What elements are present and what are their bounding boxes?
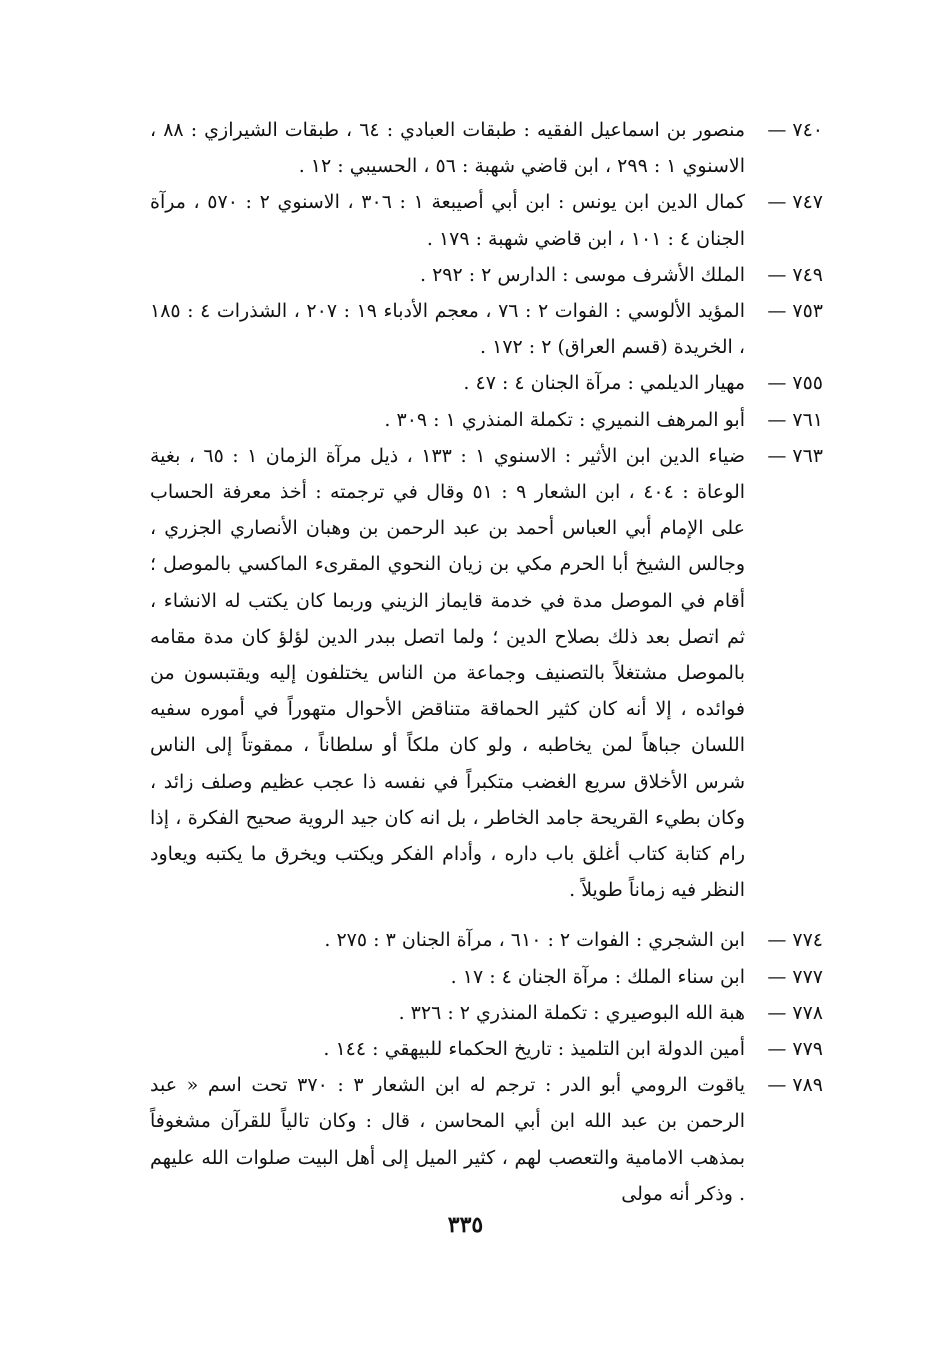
endnotes-list [150, 112, 823, 1212]
entry-text: أمين الدولة ابن التلميذ : تاريخ الحكماء للبيهقي : ١٤٤ . [323, 1038, 745, 1061]
endnote-761 [150, 402, 823, 438]
entry-text: أبو المرهف النميري : تكملة المنذري ١ : ٣٠٩ . [384, 408, 745, 431]
endnote-774 [150, 922, 823, 958]
endnote-755 [150, 365, 823, 401]
entry-text: منصور بن اسماعيل الفقيه : طبقات العبادي : ٦٤ ، طبقات الشيرازي : ٨٨ ، الاسنوي ١ : ٢٩٩ ، ابن قاضي شهبة : ٥٦ ، الحسيبي : ١٢ . [150, 119, 746, 178]
entry-text: كمال الدين ابن يونس : ابن أبي أصيبعة ١ : ٣٠٦ ، الاسنوي ٢ : ٥٧٠ ، مرآة الجنان ٤ : ١٠١ ، ابن قاضي شهبة : ١٧٩ . [150, 191, 745, 250]
entry-text: ابن سناء الملك : مرآة الجنان ٤ : ١٧ . [450, 965, 745, 988]
entry-text: ابن الشجري : الفوات ٢ : ٦١٠ ، مرآة الجنان ٣ : ٢٧٥ . [324, 929, 745, 952]
entry-number: ٧٤٧ — [767, 191, 823, 214]
entry-number: ٧٨٩ — [767, 1074, 823, 1097]
endnote-747 [150, 184, 823, 256]
endnote-740 [150, 112, 823, 184]
entry-text: الملك الأشرف موسى : الدارس ٢ : ٢٩٢ . [419, 263, 745, 286]
endnote-777 [150, 959, 823, 995]
entry-text: مهيار الديلمي : مرآة الجنان ٤ : ٤٧ . [463, 372, 745, 395]
entry-number: ٧٧٩ — [767, 1038, 823, 1061]
endnote-778 [150, 995, 823, 1031]
entry-number: ٧٧٤ — [767, 929, 823, 952]
endnote-749 [150, 257, 823, 293]
entry-number: ٧٤٩ — [767, 263, 823, 286]
entry-text: هبة الله البوصيري : تكملة المنذري ٢ : ٣٢٦ . [398, 1001, 745, 1024]
endnote-763 [150, 438, 823, 909]
endnote-753 [150, 293, 823, 365]
entry-text: ضياء الدين ابن الأثير : الاسنوي ١ : ١٣٣ ، ذيل مرآة الزمان ١ : ٦٥ ، بغية الوعاة : ٤٠٤ ، ابن الشعار ٩ : ٥١ وقال في ترجمته : أخذ معرفة الحساب على الإمام أبي العباس أحمد بن عبد الرحمن بن وهبان الأنصاري الجزري ، وجالس الشيخ أبا الحرم مكي بن زيان النحوي المقرىء الماكسي بالموصل ؛ أقام في الموصل مدة في خدمة قايماز الزيني وربما كان يكتب له الانشاء ، ثم اتصل بعد ذلك بصلاح الدين ؛ ولما اتصل ببدر الدين لؤلؤ كان مدة مقامه بالموصل مشتغلاً بالتصنيف وجماعة من الناس يختلفون إليه ويقتبسون من فوائده ، إلا أنه كان كثير الحماقة متناقض الأحوال متهوراً في أموره سفيه اللسان جباهاً لمن يخاطبه ، ولو كان ملكاً أو سلطاناً ، ممقوتاً إلى الناس شرس الأخلاق سريع الغضب متكبراً في نفسه ذا عجب عظيم وصلف زائد ، وكان بطيء القريحة جامد الخاطر ، بل انه كان جيد الروية صحيح الفكرة ، إذا رام كتابة كتاب أغلق باب داره ، وأدام الفكر ويكتب ويخرق ما يكتبه ويعاود النظر فيه زماناً طويلاً . [150, 444, 746, 902]
entry-number: ٧٦٣ — [767, 444, 823, 467]
entry-number: ٧٥٥ — [767, 372, 823, 395]
endnote-789 [150, 1067, 823, 1212]
endnote-779 [150, 1031, 823, 1067]
entry-number: ٧٥٣ — [767, 300, 823, 323]
entry-number: ٧٦١ — [767, 408, 823, 431]
entry-text: المؤيد الألوسي : الفوات ٢ : ٧٦ ، معجم الأدباء ١٩ : ٢٠٧ ، الشذرات ٤ : ١٨٥ ، الخريدة (قسم العراق) ٢ : ١٧٢ . [150, 300, 746, 359]
entry-number: ٧٧٨ — [767, 1001, 823, 1024]
entry-number: ٧٧٧ — [767, 965, 823, 988]
page-number: ٣٣٥ [447, 1212, 484, 1238]
entry-text: ياقوت الرومي أبو الدر : ترجم له ابن الشعار ٣ : ٣٧٠ تحت اسم « عبد الرحمن بن عبد الله ابن أبي المحاسن ، قال : وكان تالياً للقرآن مشغوفاً بمذهب الامامية والتعصب لهم ، كثير الميل إلى أهل البيت صلوات الله عليهم . وذكر أنه مولى [150, 1074, 745, 1205]
entry-number: ٧٤٠ — [767, 119, 823, 141]
